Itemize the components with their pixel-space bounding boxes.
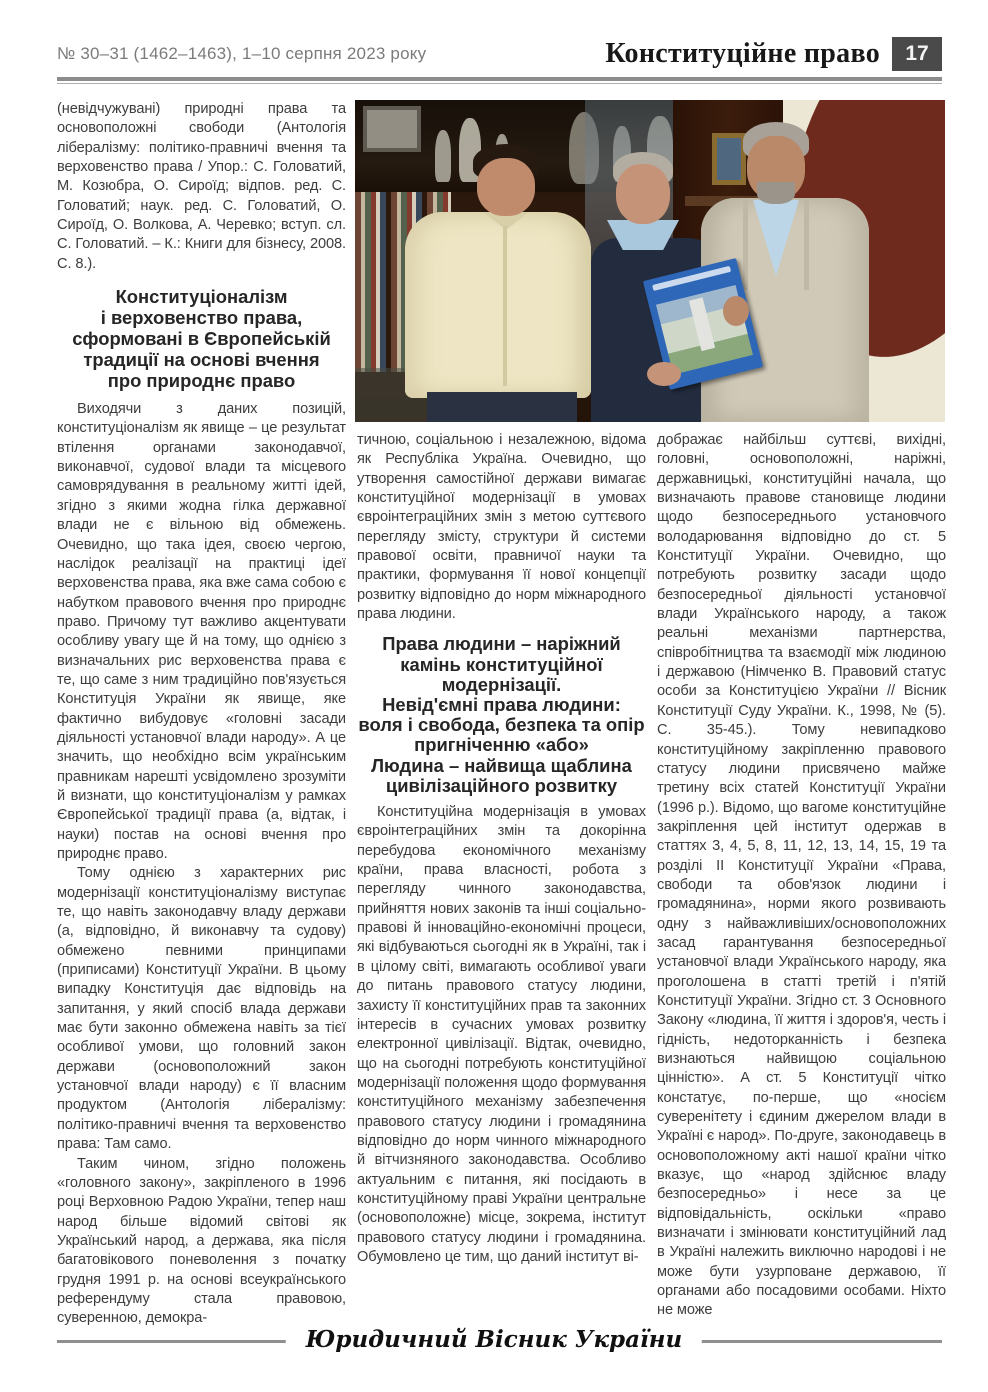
section-title: Конституційне право [605,38,880,69]
paragraph: Конституційна модернізація в умовах євроінтеграційних змін та докорінна перебудова економічного механізму країни, права власності, робота з перегляду чинного законодавства, прийняття нових законів та інші соціально-правові й інноваційно-економічні процеси, які відбуваються сьогодні як в Україні, так і в цілому світі, вимагають особливої уваги до питань правового статусу людини, захисту її конституційних прав та законних інтересів в сучасних умовах розвитку електронної цивілізації. Відтак, очевидно, що на сьогодні потребують конституційної модернізації положення щодо формування конституційного механізму забезпечення правового статусу людини і громадянина відповідно до норм чинного міжнародного й вітчизняного законодавства. Особливо актуальним є питання, які посідають в конституційному праві України центральне (основоположне) місце, зокрема, інститут правового статусу людини і громадянина. Обумовлено це тим, що даний інститут ві- [357,804,646,1265]
photo-man-left-head [477,158,535,216]
column-right [657,431,946,1321]
column-left [57,100,346,1329]
newspaper-logo: Юридичний Вісник України [286,1326,702,1353]
photo-man-left-shirt [405,212,591,398]
photo-man-left-placket [503,226,507,386]
article-subheading: Права людини – наріжний камінь конституційної модернізації. Невід'ємні права людини: воля і свобода, безпека та опір пригніченню «або» Людина – найвища щаблина цивілізаційного розвитку [358,633,645,796]
article-subheading: Конституціоналізм і верховенство права, сформовані в Європейській традиції на основі вчення про природнє право [72,286,331,392]
issue-line: № 30–31 (1462–1463), 1–10 серпня 2023 року [57,44,427,63]
page-number-badge: 17 [892,37,942,71]
photo-man-middle-head [616,164,670,224]
column-middle [357,431,646,1267]
photo-hand [723,296,749,326]
paragraph: Таким чином, згідно положень «головного закону», закріпленого в 1996 році Верховною Радою України, тепер наш народ більше відомий світові як Український народ, а держава, яка після багатовікового поневолення з початку грудня 1991 р. на основі всеукраїнського референдуму стала правовою, суверенною, демокра- [57,1155,346,1327]
page-header [57,34,942,74]
photo-trophy [435,130,451,182]
paragraph: Виходячи з даних позицій, конституціоналізм як явище – це результат втілення органами законодавчої, виконавчої, судової влади та місцевого самоврядування в реальному житті ідей, згідно з якими жодна гілка державної влади не є вільною від обмежень. Очевидно, що така ідея, своєю чергою, наслідок реалізації на практиці ідеї верховенства права, яка вже сама собою є набутком правового вчення про природнє право. Причому тут важливо акцентувати особливу увагу ще й на тому, що однією з визначальних рис верховенства права є те, що саме з ним традиційно пов'язується Конституція України як явище, яке фактично вибудовує «головні засади діяльності установчої влади народу». А це значить, що необхідно всім українським правникам нарешті усвідомлено зрозуміти й визнати, що конституціоналізм у рамках Європейської традиції права (а, відтак, і науки) постав на основі вчення про природнє право. [57,401,346,862]
paragraph: дображає найбільш суттєві, вихідні, головні, основоположні, наріжні, державницькі, конституційні начала, що визначають правове становище людини щодо безпосереднього установчого володарювання відповідно до ст. 5 Конституції України. Очевидно, що потребують розвитку засади щодо безпосередньої діяльності установчої влади Українського народу, а також реальні механізми партнерства, співробітництва та взаємодії між людиною і державою (Німченко В. Правовий статус особи за Конституцією України // Вісник Конституції Суду України. К., 1998, № (5). С. 35-45.). Тому невипадково конституційному закріпленню правового статусу людини присвячено майже третину всіх статей Конституції України (1996 р.). Відомо, що вагоме конституційне закріплення цей інститут одержав в статтях 3, 4, 5, 8, 11, 12, 13, 14, 15, 19 та розділі II Конституції України «Права, свободи та обов'язок людини і громадянина», норми якого розвивають одну з найважливіших/основоположних засад гарантування безпосередньої установчої влади Українського народу, яка проголошена в статті третій і п'ятій Конституції України. Згідно ст. 3 Основного Закону «людина, її життя і здоров'я, честь і гідність, недоторканність і безпека визнаються найвищою соціальною цінністю». А ст. 5 Конституції чітко констатує, по-перше, що «носієм суверенітету і єдиним джерелом влади в Україні є народ». По-друге, законодавець в основоположному акті нашої країни чітко вказує, що «народ здійснює владу безпосередньо» і несе за це відповідальність, оскільки «право визначати і змінювати конституційний лад в Україні належить виключно народові і не може бути узурповане державою, її органами або посадовими особами. Ніхто не може [657,432,946,1319]
photo-man-right-beard [757,182,795,204]
photo-gold-frame [712,133,746,185]
paragraph: тичною, соціальною і незалежною, відома як Республіка Україна. Очевидно, що утворення самостійної держави вимагає конституційної модернізації в умовах євроінтеграційних змін з метою суттєвого перегляду змісту, структури й системи правової освіти, правничої науки та практики, формування її нової концепції розвитку відповідно до норм міжнародного права людини. [357,432,646,623]
article-photo [355,100,945,422]
header-rule [57,77,942,84]
paragraph: (невідчужувані) природні права та основоположні свободи (Антологія лібералізму: політико-правничі вчення та верховенство права / Упор.: С. Головатий, М. Козюбра, О. Сироїд; відпов. ред. С. Головатий; наук. ред. С. Головатий, О. Сироїд, О. Волкова, А. Черевко; вступ. сл. С. Головатий. – К.: Книги для бізнесу, 2008. С. 8.). [57,101,346,272]
paragraph: Тому однією з характерних рис модернізації конституціоналізму виступає те, що навіть законодавчу владу держави (а, відповідно, й виконавчу та судову) обмежено певними принципами (приписами) Конституції України. В цьому випадку Конституція дає відповідь на запитання, у який спосіб влада держави має бути законно обмежена навіть за тієї особливої умови, що головний закон держави (основоположний закон установчої влади народу) є її власним продуктом (Антологія лібералізму: політико-правничі вчення та верховенство права: Там само. [57,865,346,1153]
photo-man-left-trousers [427,392,577,422]
photo-hand [647,362,681,386]
photo-picture-frame [363,106,421,152]
